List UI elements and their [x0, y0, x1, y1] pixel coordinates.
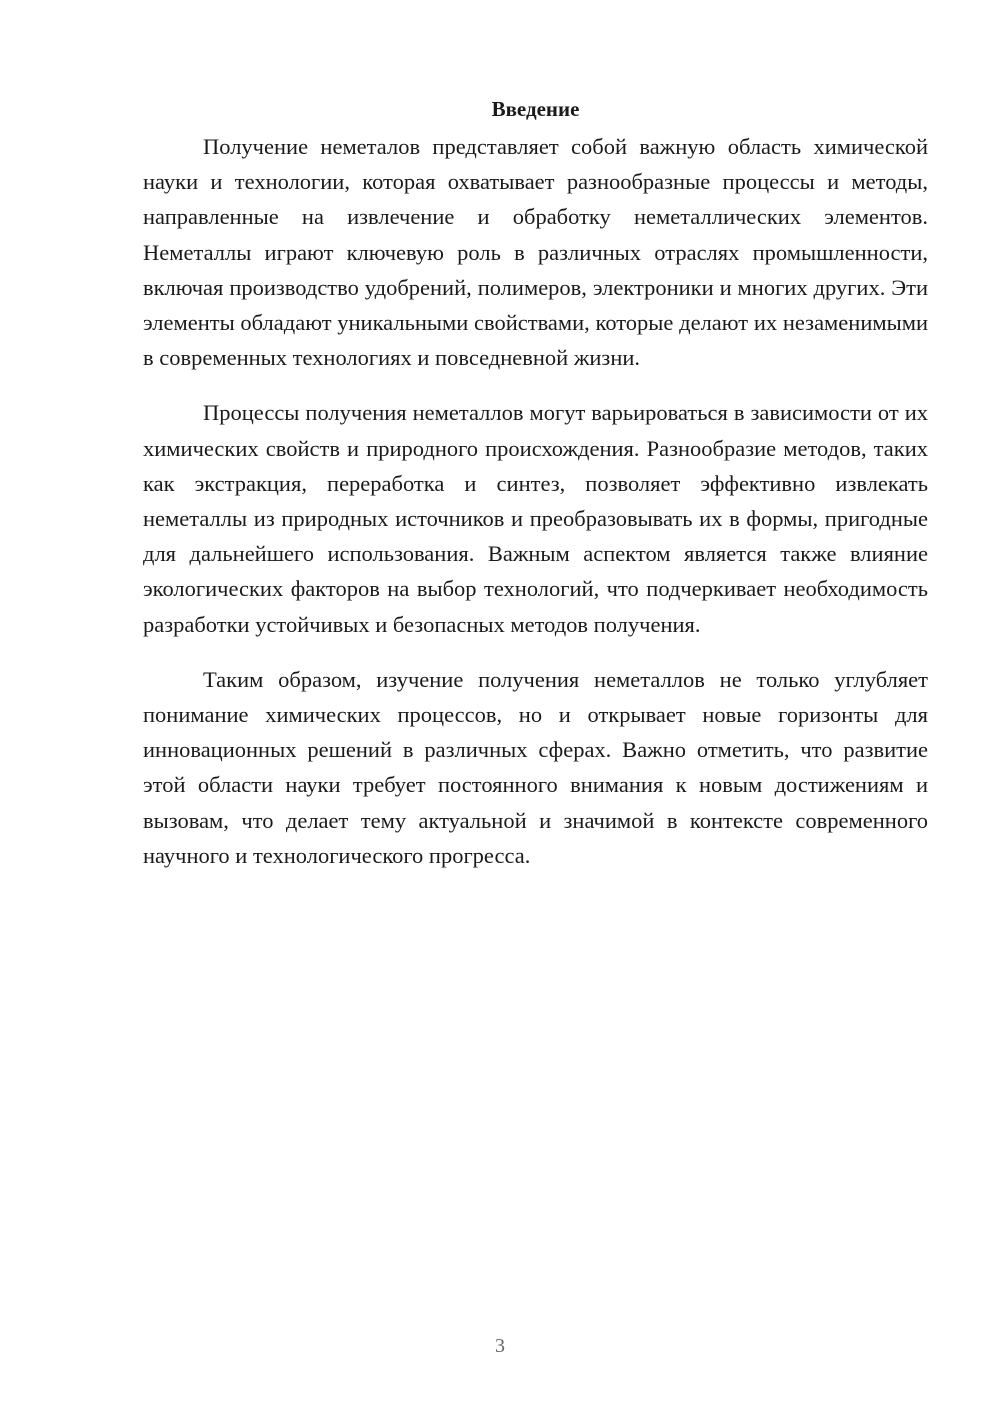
page-number: 3: [495, 1335, 505, 1357]
section-heading: Введение: [491, 97, 580, 121]
paragraph-1: Получение неметалов представляет собой важную область химической науки и технологии, которая охватывает разнообразные процессы и методы, направленные на извлечение и обработку неметаллических элементов. Неметаллы играют ключевую роль в различных отраслях промышленности, включая производство удобрений, полимеров, электроники и многих других. Эти элементы обладают уникальными свойствами, которые делают их незаменимыми в современных технологиях и повседневной жизни.: [143, 134, 928, 371]
page-content: [143, 94, 928, 893]
paragraph-3: Таким образом, изучение получения неметаллов не только углубляет понимание химических процессов, но и открывает новые горизонты для инновационных решений в различных сферах. Важно отметить, что развитие этой области науки требует постоянного внимания к новым достижениям и вызовам, что делает тему актуальной и значимой в контексте современного научного и технологического прогресса.: [143, 666, 928, 868]
paragraph-2: Процессы получения неметаллов могут варьироваться в зависимости от их химических свойств и природного происхождения. Разнообразие методов, таких как экстракция, переработка и синтез, позволяет эффективно извлекать неметаллы из природных источников и преобразовывать их в формы, пригодные для дальнейшего использования. Важным аспектом является также влияние экологических факторов на выбор технологий, что подчеркивает необходимость разработки устойчивых и безопасных методов получения.: [143, 400, 928, 637]
